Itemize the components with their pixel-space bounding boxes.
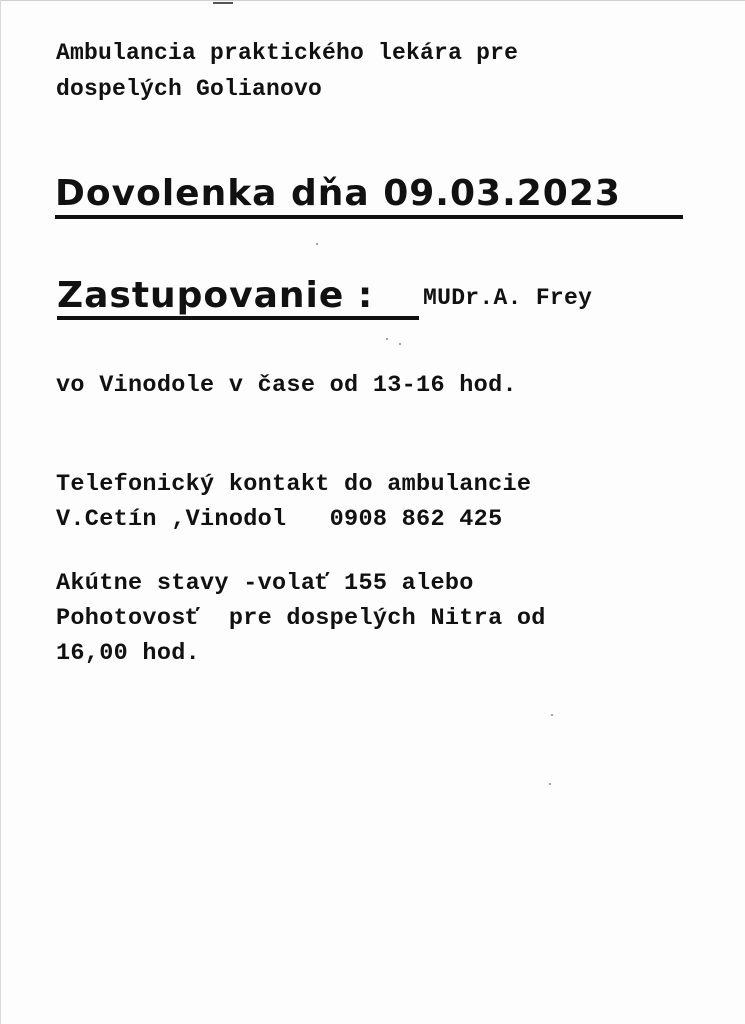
scan-speck	[386, 338, 388, 340]
scan-speck	[549, 783, 551, 785]
contact-line-2: V.Cetín ,Vinodol 0908 862 425	[56, 506, 503, 533]
practice-name-line-1: Ambulancia praktického lekára pre	[56, 40, 519, 66]
scan-speck	[551, 714, 553, 716]
contact-line-1: Telefonický kontakt do ambulancie	[56, 471, 532, 498]
substitution-location-time: vo Vinodole v čase od 13-16 hod.	[56, 372, 517, 399]
vacation-title: Dovolenka dňa 09.03.2023	[55, 173, 621, 214]
substitution-underline	[57, 316, 419, 320]
emergency-line-2: Pohotovosť pre dospelých Nitra od	[56, 605, 546, 632]
substitution-label: Zastupovanie :	[57, 275, 374, 316]
practice-name-line-2: dospelých Golianovo	[56, 76, 323, 102]
vacation-title-underline	[55, 215, 683, 219]
emergency-line-3: 16,00 hod.	[56, 640, 201, 667]
emergency-line-1: Akútne stavy -volať 155 alebo	[56, 570, 474, 597]
scan-speck	[399, 343, 401, 345]
substitute-doctor: MUDr.A. Frey	[423, 285, 593, 311]
scan-speck	[316, 243, 318, 245]
scan-mark	[213, 2, 233, 4]
scan-top-edge	[1, 0, 745, 1]
